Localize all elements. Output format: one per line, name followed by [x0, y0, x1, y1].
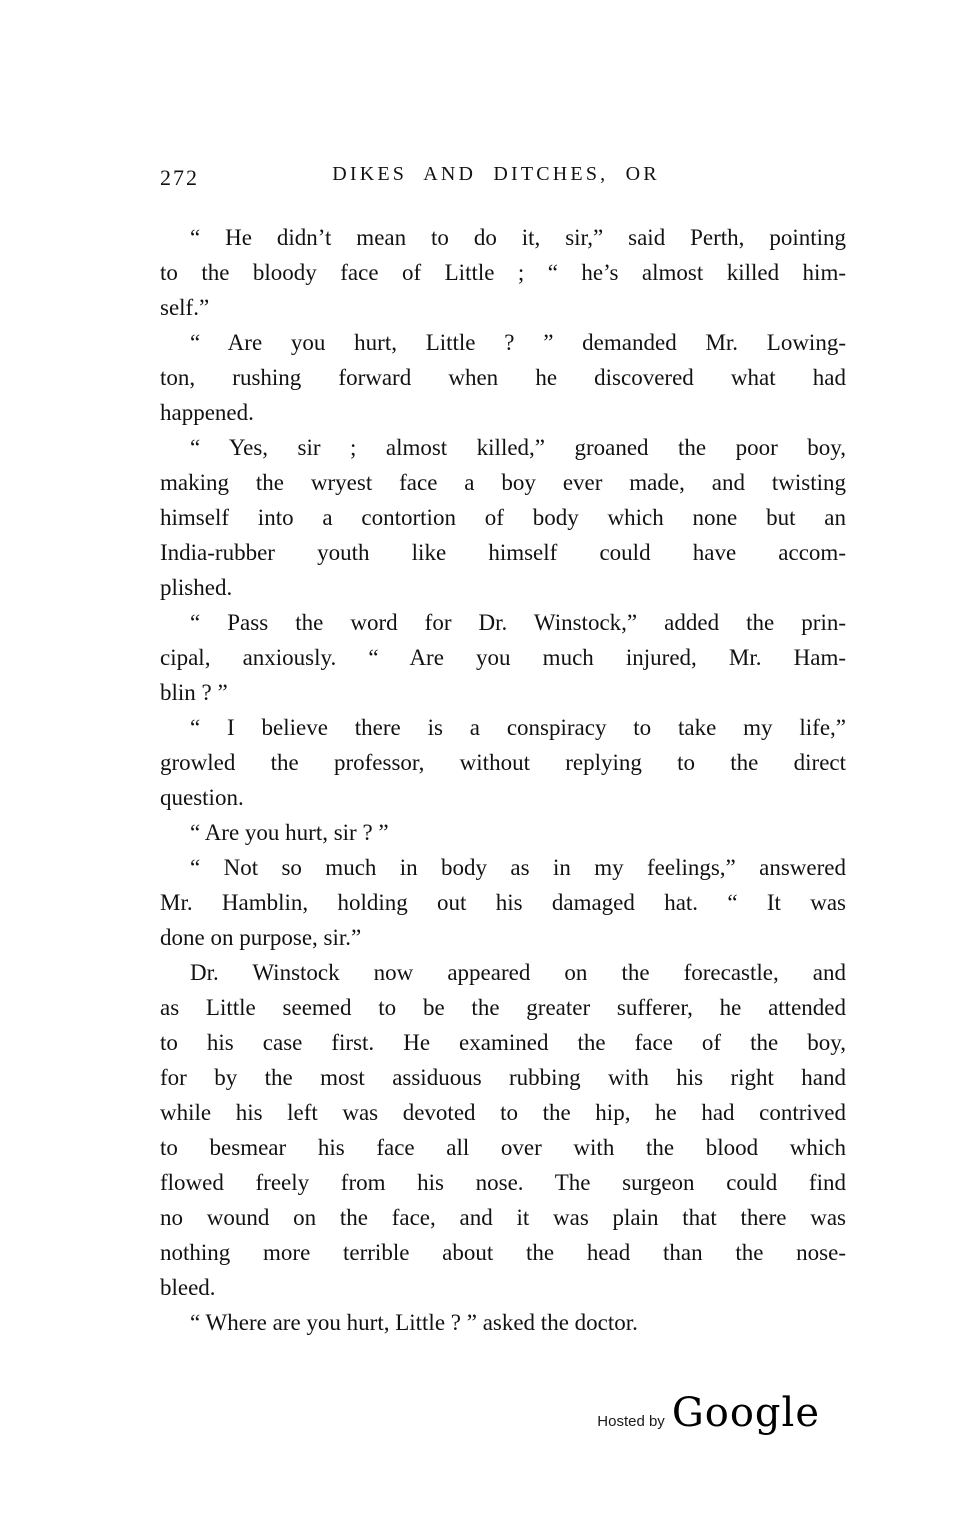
text-line: to his case first. He examined the face of the boy,: [160, 1030, 846, 1055]
text-line: happened.: [160, 400, 254, 425]
text-line: as Little seemed to be the greater sufferer, he attended: [160, 995, 846, 1020]
text-line: “ Where are you hurt, Little ? ” asked the doctor.: [190, 1310, 638, 1335]
text-line: to besmear his face all over with the blood which: [160, 1135, 846, 1160]
google-logo: Google: [671, 1390, 820, 1436]
text-line: bleed.: [160, 1275, 216, 1300]
page-footer: [597, 1390, 820, 1436]
paragraph: [160, 430, 846, 605]
paragraph: [160, 955, 846, 1305]
text-line: growled the professor, without replying to the direct: [160, 750, 846, 775]
paragraph: [160, 325, 846, 430]
text-line: flowed freely from his nose. The surgeon could find: [160, 1170, 846, 1195]
text-line: “ Are you hurt, Little ? ” demanded Mr. Lowing-: [190, 330, 846, 355]
text-line: plished.: [160, 575, 233, 600]
text-line: self.”: [160, 295, 210, 320]
running-head: DIKES AND DITCHES, OR: [332, 163, 660, 185]
paragraph: [160, 220, 846, 325]
text-line: nothing more terrible about the head than the nose-: [160, 1240, 846, 1265]
text-line: India-rubber youth like himself could have accom-: [160, 540, 846, 565]
text-line: Dr. Winstock now appeared on the forecastle, and: [190, 960, 846, 985]
paragraph: [160, 605, 846, 710]
hosted-by-label: Hosted by: [597, 1413, 665, 1430]
text-body: [160, 220, 846, 1340]
text-line: while his left was devoted to the hip, he had contrived: [160, 1100, 846, 1125]
page-header: [160, 163, 846, 189]
text-line: himself into a contortion of body which none but an: [160, 505, 846, 530]
paragraph: [160, 1305, 846, 1340]
text-line: “ Are you hurt, sir ? ”: [190, 820, 389, 845]
paragraph: [160, 710, 846, 815]
text-line: Mr. Hamblin, holding out his damaged hat. “ It was: [160, 890, 846, 915]
text-line: to the bloody face of Little ; “ he’s almost killed him-: [160, 260, 846, 285]
paragraph: [160, 815, 846, 850]
text-line: for by the most assiduous rubbing with his right hand: [160, 1065, 846, 1090]
text-line: ton, rushing forward when he discovered what had: [160, 365, 846, 390]
text-line: “ Not so much in body as in my feelings,” answered: [190, 855, 846, 880]
text-line: question.: [160, 785, 244, 810]
text-line: “ He didn’t mean to do it, sir,” said Perth, pointing: [190, 225, 846, 250]
text-line: “ I believe there is a conspiracy to take my life,”: [190, 715, 846, 740]
text-line: done on purpose, sir.”: [160, 925, 362, 950]
text-line: making the wryest face a boy ever made, and twisting: [160, 470, 846, 495]
text-line: “ Pass the word for Dr. Winstock,” added the prin-: [190, 610, 846, 635]
page-number: 272: [160, 165, 199, 190]
text-line: cipal, anxiously. “ Are you much injured, Mr. Ham-: [160, 645, 846, 670]
paragraph: [160, 850, 846, 955]
text-line: “ Yes, sir ; almost killed,” groaned the poor boy,: [190, 435, 846, 460]
text-line: blin ? ”: [160, 680, 228, 705]
text-line: no wound on the face, and it was plain that there was: [160, 1205, 846, 1230]
